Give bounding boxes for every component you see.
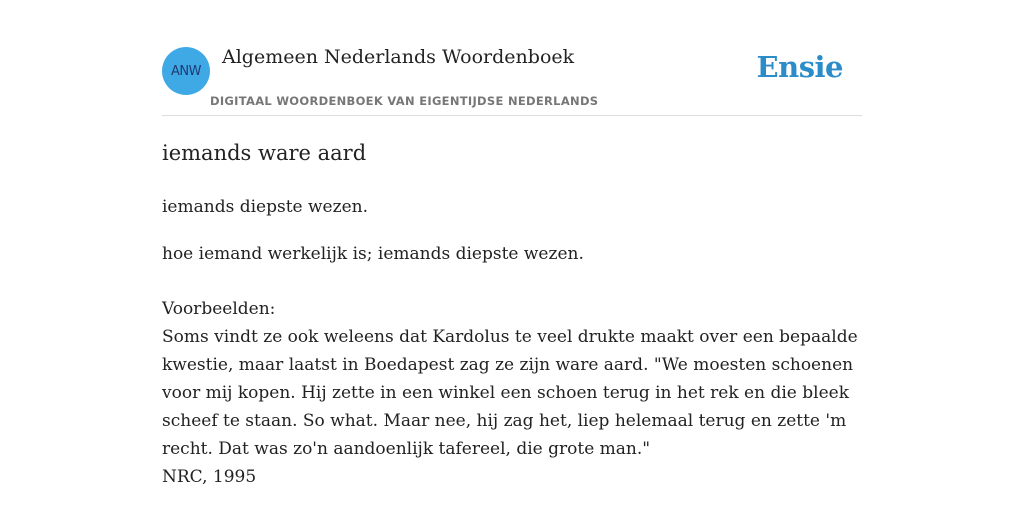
ensie-brand-link[interactable]: Ensie	[756, 50, 843, 84]
site-title: Algemeen Nederlands Woordenboek	[222, 46, 575, 68]
site-header	[162, 0, 862, 116]
anw-logo[interactable]	[162, 47, 210, 95]
entry-title: iemands ware aard	[162, 141, 367, 165]
example-source: NRC, 1995	[162, 467, 257, 487]
examples-section	[162, 295, 862, 491]
header-divider	[162, 115, 862, 116]
long-definition: hoe iemand werkelijk is; iemands diepste wezen.	[162, 244, 584, 264]
examples-label: Voorbeelden:	[162, 299, 276, 319]
site-subtitle: DIGITAAL WOORDENBOEK VAN EIGENTIJDSE NEDERLANDS	[210, 94, 599, 108]
anw-logo-text: ANW	[171, 63, 201, 79]
page-content	[162, 0, 862, 512]
short-definition: iemands diepste wezen.	[162, 197, 368, 217]
example-quote: Soms vindt ze ook weleens dat Kardolus te veel drukte maakt over een bepaalde kwestie, maar laatst in Boedapest zag ze zijn ware aard. "We moesten schoenen voor mij kopen. Hij zette in een winkel een schoen terug in het rek en die bleek scheef te staan. So what. Maar nee, hij zag het, liep helemaal terug en zette 'm recht. Dat was zo'n aandoenlijk tafereel, die grote man."	[162, 327, 858, 459]
